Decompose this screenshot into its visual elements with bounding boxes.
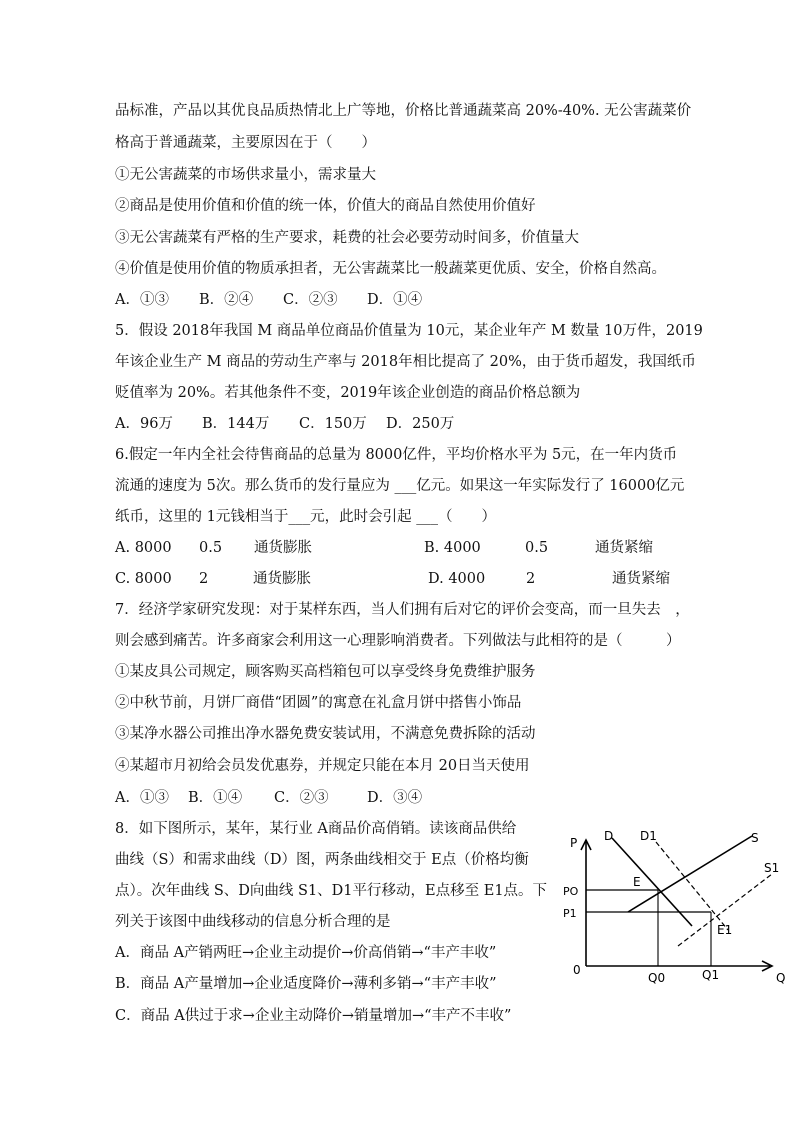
label-p1: P1 — [563, 907, 577, 920]
q4-stem-line2: 格高于普通蔬菜，主要原因在于（ ） — [115, 135, 376, 151]
q5-line1: 5．假设 2018年我国 M 商品单位商品价值量为 10元，某企业年产 M 数量 10万件，2019 — [115, 323, 703, 339]
label-s1: S1 — [764, 861, 780, 875]
q6-d-effect: 通货紧缩 — [612, 571, 670, 587]
q4-choice-c: C．②③ — [283, 292, 338, 308]
label-q0: Q0 — [648, 971, 666, 985]
q4-option-3: ③无公害蔬菜有严格的生产要求，耗费的社会必要劳动时间多，价值量大 — [115, 230, 579, 246]
supply-curve-s — [628, 836, 752, 912]
q5-choice-a: A．96万 — [115, 416, 173, 432]
q6-c-amount: C. 8000 — [115, 571, 172, 587]
q6-a-value: 0.5 — [199, 540, 223, 556]
label-s: S — [751, 831, 759, 845]
q6-d-value: 2 — [526, 571, 536, 587]
q4-choice-b: B．②④ — [199, 292, 254, 308]
q6-line1: 6.假定一年内全社会待售商品的总量为 8000亿件，平均价格水平为 5元，在一年内货币 — [115, 447, 678, 463]
q4-choice-a: A．①③ — [115, 292, 169, 308]
q7-choice-c: C．②③ — [274, 790, 329, 806]
demand-curve-d1 — [656, 842, 728, 930]
q6-b-amount: B. 4000 — [424, 540, 481, 556]
q5-choice-b: B．144万 — [202, 416, 270, 432]
q6-c-effect: 通货膨胀 — [253, 571, 311, 587]
q4-stem-line1: 品标准，产品以其优良品质热情北上广等地，价格比普通蔬菜高 20%-40%. 无公害蔬菜价 — [115, 103, 692, 119]
q6-a-effect: 通货膨胀 — [254, 540, 312, 556]
q5-line3: 贬值率为 20%。若其他条件不变，2019年该企业创造的商品价格总额为 — [115, 385, 581, 401]
label-p0: PO — [563, 885, 579, 898]
q7-line1: 7．经济学家研究发现：对于某样东西，当人们拥有后对它的评价会变高，而一旦失去 ， — [115, 602, 690, 618]
demand-curve-d — [612, 838, 692, 926]
q4-option-4: ④价值是使用价值的物质承担者，无公害蔬菜比一般蔬菜更优质、安全，价格自然高。 — [115, 261, 666, 277]
q5-line2: 年该企业生产 M 商品的劳动生产率与 2018年相比提高了 20%，由于货币超发，我国纸币 — [115, 354, 696, 370]
q-axis-label: Q — [776, 971, 786, 985]
q8-line4: 列关于该图中曲线移动的信息分析合理的是 — [115, 914, 391, 930]
q7-choice-a: A．①③ — [115, 790, 169, 806]
q6-d-amount: D. 4000 — [428, 571, 486, 587]
q7-option-3: ③某净水器公司推出净水器免费安装试用，不满意免费拆除的活动 — [115, 726, 536, 742]
label-e: E — [633, 875, 641, 889]
q8-line3: 点）。次年曲线 S、D向曲线 S1、D1平行移动，E点移至 E1点。下 — [115, 883, 548, 899]
q6-b-effect: 通货紧缩 — [595, 540, 653, 556]
q8-option-c: C．商品 A供过于求→企业主动降价→销量增加→“丰产不丰收” — [115, 1008, 512, 1024]
q8-line1: 8．如下图所示，某年，某行业 A商品价高俏销。读该商品供给 — [115, 821, 517, 837]
q4-choice-d: D．①④ — [367, 292, 423, 308]
origin-label: 0 — [573, 963, 581, 977]
q8-line2: 曲线（S）和需求曲线（D）图，两条曲线相交于 E点（价格均衡 — [115, 852, 529, 868]
label-d1: D1 — [640, 829, 657, 843]
q4-option-2: ②商品是使用价值和价值的统一体，价值大的商品自然使用价值好 — [115, 198, 536, 214]
q7-option-2: ②中秋节前，月饼厂商借“团圆”的寓意在礼盒月饼中搭售小饰品 — [115, 695, 522, 711]
label-q1: Q1 — [702, 968, 720, 982]
q7-choice-b: B．①④ — [188, 790, 243, 806]
q5-choice-d: D．250万 — [386, 416, 455, 432]
q6-line2: 流通的速度为 5次。那么货币的发行量应为 ___亿元。如果这一年实际发行了 16000亿元 — [115, 478, 685, 494]
q6-line3: 纸币，这里的 1元钱相当于___元，此时会引起 ___（ ） — [115, 509, 496, 525]
q6-c-value: 2 — [199, 571, 209, 587]
q8-option-b: B．商品 A产量增加→企业适度降价→薄利多销→“丰产丰收” — [115, 976, 497, 992]
q8-option-a: A．商品 A产销两旺→企业主动提价→价高俏销→“丰产丰收” — [115, 945, 497, 961]
q4-option-1: ①无公害蔬菜的市场供求量小，需求量大 — [115, 167, 376, 183]
q6-b-value: 0.5 — [525, 540, 549, 556]
p-axis-label: P — [570, 836, 578, 850]
label-d: D — [604, 829, 614, 843]
label-e1: E1 — [717, 923, 733, 937]
q7-line2: 则会感到痛苦。许多商家会利用这一心理影响消费者。下列做法与此相符的是（ ） — [115, 633, 681, 649]
q5-choice-c: C．150万 — [299, 416, 367, 432]
q7-option-1: ①某皮具公司规定，顾客购买高档箱包可以享受终身免费维护服务 — [115, 664, 536, 680]
q6-a-amount: A. 8000 — [115, 540, 172, 556]
q7-option-4: ④某超市月初给会员发优惠券，并规定只能在本月 20日当天使用 — [115, 758, 530, 774]
q7-choice-d: D．③④ — [367, 790, 423, 806]
